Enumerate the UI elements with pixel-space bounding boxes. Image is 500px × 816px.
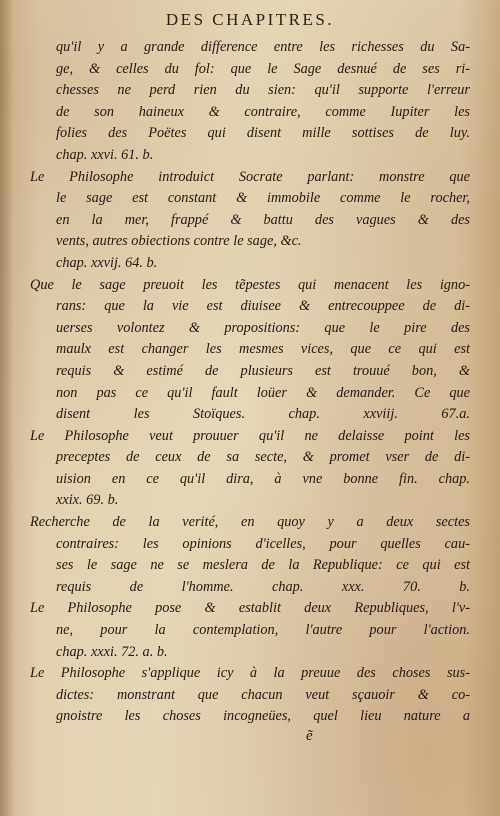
text-line: Que le sage preuoit les tẽpestes qui menacent les igno-	[30, 276, 470, 293]
text-line: en la mer, frappé & battu des vagues & des	[56, 211, 470, 228]
text-line: gnoistre les choses incogneües, quel lieu nature a	[56, 708, 470, 725]
text-line: chesses ne perd rien du sien: qu'il supporte l'erreur	[56, 82, 470, 99]
text-line: ge, & celles du fol: que le Sage desnué de ses ri-	[56, 60, 470, 77]
text-line: vents, autres obiections contre le sage, &c.	[56, 233, 302, 250]
text-line: chap. xxvij. 64. b.	[56, 254, 158, 271]
text-line: preceptes de ceux de sa secte, & promet vser de di-	[56, 449, 470, 466]
text-line: dictes: monstrant que chacun veut sçauoir & co-	[56, 686, 470, 703]
text-line: chap. xxvi. 61. b.	[56, 146, 154, 163]
catchword: ẽ	[306, 728, 313, 744]
text-line: non pas ce qu'il fault loüer & demander. Ce que	[56, 384, 470, 401]
text-line: disent les Stoïques. chap. xxviij. 67.a.	[56, 406, 470, 423]
text-line: ses le sage ne se meslera de la Republique: ce qui est	[56, 557, 470, 574]
text-line: rans: que la vie est diuisee & entrecouppee de di-	[56, 298, 470, 315]
text-line: requis & estimé de plusieurs est trouué bon, &	[56, 362, 470, 379]
text-line: Le Philosophe veut prouuer qu'il ne delaisse point les	[30, 427, 470, 444]
text-line: requis de l'homme. chap. xxx. 70. b.	[56, 578, 470, 595]
text-line: Le Philosophe pose & establit deux Republiques, l'v-	[30, 600, 470, 617]
text-line: chap. xxxi. 72. a. b.	[56, 643, 168, 660]
text-line: uerses volontez & propositions: que le pire des	[56, 319, 470, 336]
table-of-contents-text	[30, 37, 470, 728]
text-line: Le Philosophe introduict Socrate parlant: monstre que	[30, 168, 470, 185]
text-line: xxix. 69. b.	[56, 492, 119, 509]
text-line: maulx est changer les mesmes vices, que ce qui est	[56, 341, 470, 358]
text-line: Recherche de la verité, en quoy y a deux sectes	[30, 514, 470, 531]
text-line: de son haineux & contraire, comme Iupiter les	[56, 103, 470, 120]
gutter-shadow	[0, 0, 14, 816]
text-line: Le Philosophe s'applique icy à la preuue des choses sus-	[30, 665, 470, 682]
text-line: ne, pour la contemplation, l'autre pour l'action.	[56, 622, 470, 639]
text-line: uision en ce qu'il dira, à vne bonne fin. chap.	[56, 470, 470, 487]
text-line: folies des Poëtes qui disent mille sottises de luy.	[56, 125, 470, 142]
running-header: DES CHAPITRES.	[165, 10, 335, 29]
text-line: qu'il y a grande difference entre les richesses du Sa-	[56, 39, 470, 55]
text-line: contraires: les opinions d'icelles, pour quelles cau-	[56, 535, 470, 552]
text-line: le sage est constant & immobile comme le rocher,	[56, 190, 470, 207]
